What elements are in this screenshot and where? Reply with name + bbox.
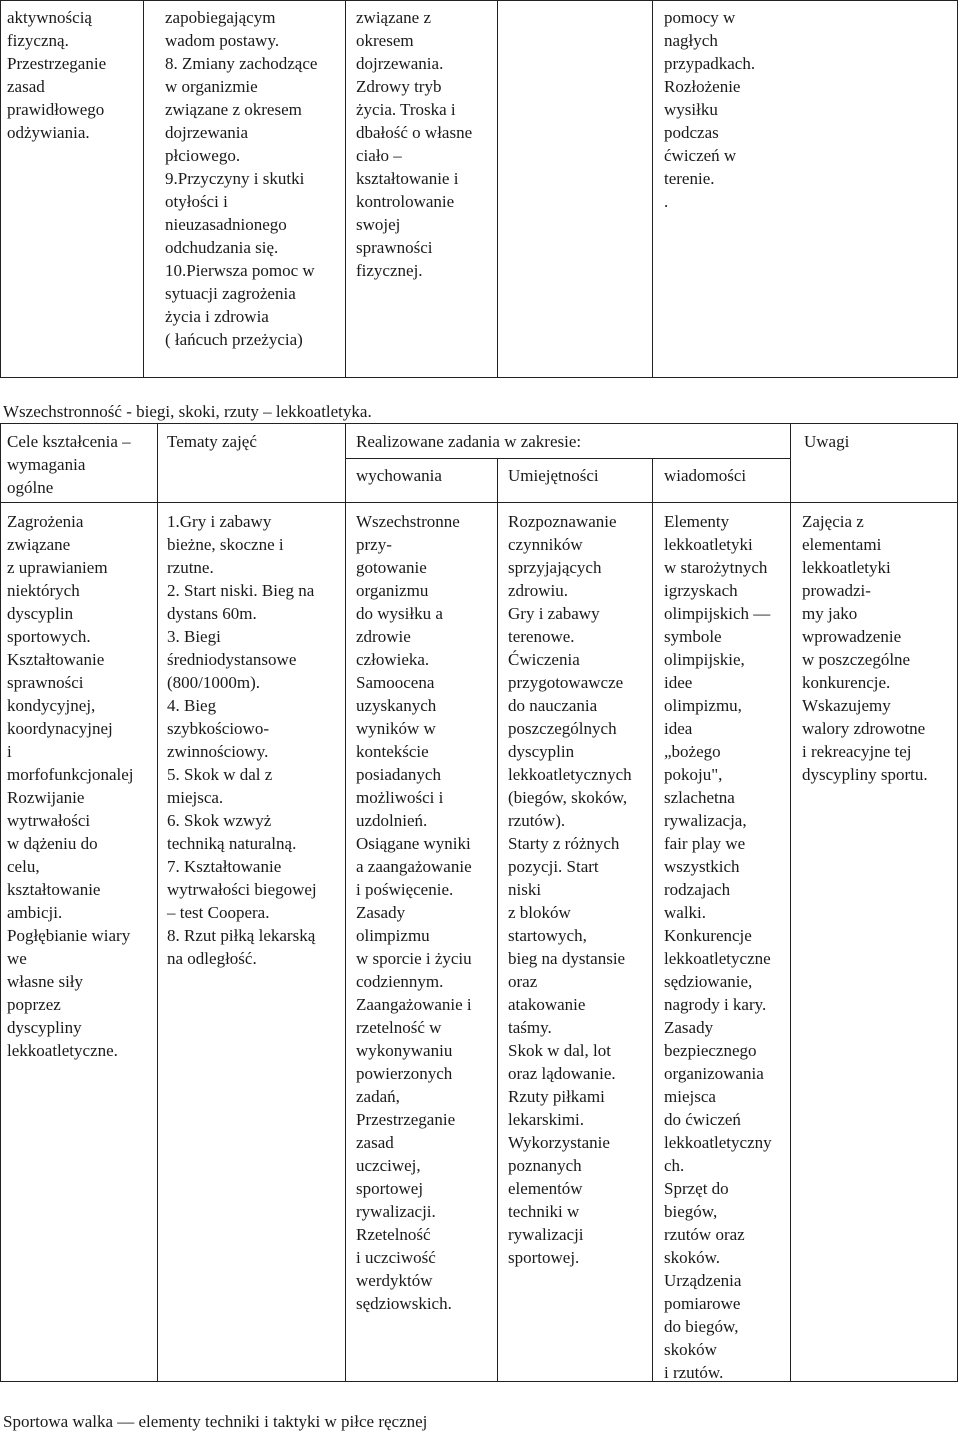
main-table-divider	[345, 423, 346, 1382]
header-wychowania: wychowania	[356, 466, 442, 485]
cell-wiadomosci: Elementy lekkoatletyki w starożytnych igrzyskach olimpijskich — symbole olimpijskie, idee olimpizmu, idea „bożego pokoju", szlachetna rywalizacja, fair play we wszystkich rodzajach walki. Konkurencje lekkoatletyczne sędziowanie, nagrody i kary. Zasady bezpiecznego organizowania miejsca do ćwiczeń lekkoatletyczny ch. Sprzęt do biegów, rzutów oraz skoków. Urządzenia pomiarowe do biegów, skoków i rzutów.	[664, 512, 772, 1382]
header-wiadomosci: wiadomości	[664, 466, 747, 485]
top-cell-wychowania: związane z okresem dojrzewania. Zdrowy tryb życia. Troska i dbałość o własne ciało – kształtowanie i kontrolowanie swojej sprawności fizycznej.	[356, 8, 473, 280]
header-umiejetnosci: Umiejętności	[508, 466, 599, 485]
cell-uwagi: Zajęcia z elementami lekkoatletyki prowadzi- my jako wprowadzenie w poszczególne konkurencje. Wskazujemy walory zdrowotne i rekreacyjne tej dyscypliny sportu.	[802, 512, 928, 784]
header-tematy-zajec: Tematy zajęć	[167, 432, 257, 451]
section-title-pilka-reczna: Sportowa walka –– elementy techniki i taktyki w piłce ręcznej	[3, 1412, 428, 1431]
header-realizowane-zadania: Realizowane zadania w zakresie:	[356, 432, 582, 451]
cell-cele-ksztalcenia: Zagrożenia związane z uprawianiem niektórych dyscyplin sportowych. Kształtowanie sprawności kondycyjnej, koordynacyjnej i morfofunkcjonalej Rozwijanie wytrwałości w dążeniu do celu, kształtowanie ambicji. Pogłębianie wiary we własne siły poprzez dyscypliny lekkoatletyczne.	[7, 512, 134, 1060]
main-table-divider	[157, 423, 158, 1382]
main-table-subheader-divider	[345, 458, 790, 459]
section-title-lekkoatletyka: Wszechstronność - biegi, skoki, rzuty – lekkoatletyka.	[3, 402, 372, 421]
main-table-divider	[497, 458, 498, 1382]
top-cell-wymagania: aktywnością fizyczną. Przestrzeganie zasad prawidłowego odżywiania.	[7, 8, 107, 142]
main-table-divider	[790, 423, 791, 1382]
top-cell-tematy: zapobiegającym wadom postawy. 8. Zmiany zachodzące w organizmie związane z okresem dojrzewania płciowego. 9.Przyczyny i skutki otyłości i nieuzasadnionego odchudzania się. 10.Pierwsza pomoc w sytuacji zagrożenia życia i zdrowia ( łańcuch przeżycia)	[165, 8, 318, 349]
header-uwagi: Uwagi	[804, 432, 850, 451]
main-table-header-divider	[0, 502, 958, 503]
top-table-divider	[652, 0, 653, 378]
cell-umiejetnosci: Rozpoznawanie czynników sprzyjających zdrowiu. Gry i zabawy terenowe. Ćwiczenia przygotowawcze do nauczania poszczególnych dyscyplin lekkoatletycznych (biegów, skoków, rzutów). Starty z różnych pozycji. Start niski z bloków startowych, bieg na dystansie oraz atakowanie taśmy. Skok w dal, lot oraz lądowanie. Rzuty piłkami lekarskimi. Wykorzystanie poznanych elementów techniki w rywalizacji sportowej.	[508, 512, 632, 1267]
top-table-divider	[143, 0, 144, 378]
top-table-divider	[497, 0, 498, 378]
cell-tematy-zajec: 1.Gry i zabawy bieżne, skoczne i rzutne. 2. Start niski. Bieg na dystans 60m. 3. Biegi średniodystansowe (800/1000m). 4. Bieg szybkościowo- zwinnościowy. 5. Skok w dal z miejsca. 6. Skok wzwyż techniką naturalną. 7. Kształtowanie wytrwałości biegowej – test Coopera. 8. Rzut piłką lekarską na odległość.	[167, 512, 317, 968]
top-table-divider	[345, 0, 346, 378]
header-cele-ksztalcenia: Cele kształcenia – wymagania ogólne	[7, 432, 131, 497]
top-cell-wiadomosci: pomocy w nagłych przypadkach. Rozłożenie wysiłku podczas ćwiczeń w terenie. .	[664, 8, 756, 211]
cell-wychowania: Wszechstronne przy- gotowanie organizmu do wysiłku a zdrowie człowieka. Samoocena uzyskanych wyników w kontekście posiadanych możliwości i uzdolnień. Osiągane wyniki a zaangażowanie i poświęcenie. Zasady olimpizmu w sporcie i życiu codziennym. Zaangażowanie i rzetelność w wykonywaniu powierzonych zadań, Przestrzeganie zasad uczciwej, sportowej rywalizacji. Rzetelność i uczciwość werdyktów sędziowskich.	[356, 512, 472, 1313]
main-table-divider	[652, 458, 653, 1382]
